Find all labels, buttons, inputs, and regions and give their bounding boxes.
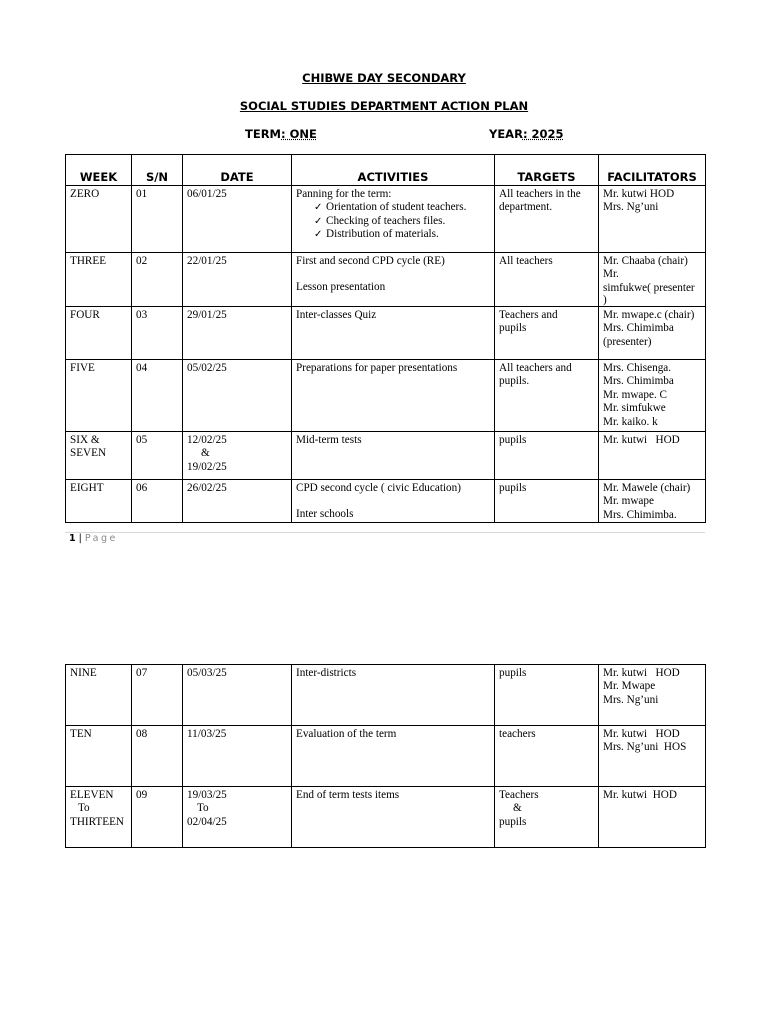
targets-text: pupils xyxy=(499,482,527,494)
targets-text: teachers xyxy=(499,728,536,740)
targets-text: pupils xyxy=(499,667,527,679)
activity-text: Lesson presentation xyxy=(296,281,386,294)
sn-cell xyxy=(132,726,183,787)
sn-cell xyxy=(132,665,183,726)
activity-text: CPD second cycle ( civic Education) xyxy=(296,482,461,494)
targets-text: pupils xyxy=(499,434,527,446)
date-cell xyxy=(183,432,292,480)
week-cell xyxy=(66,432,132,480)
targets-cell xyxy=(495,432,599,480)
facilitator-name: Mr. kutwi HOD xyxy=(603,434,680,446)
week-text: SEVEN xyxy=(70,447,107,460)
action-plan-table-page-1 xyxy=(65,154,706,523)
week-cell xyxy=(66,307,132,360)
facilitators-cell xyxy=(599,787,706,848)
facilitators-cell xyxy=(599,480,706,523)
facilitators-cell xyxy=(599,665,706,726)
date-text: 22/01/25 xyxy=(187,255,227,267)
facilitator-name: Mrs. Chimimba. xyxy=(603,508,677,521)
targets-cell xyxy=(495,186,599,253)
facilitators-cell xyxy=(599,360,706,432)
facilitator-name: Mr. Chaaba (chair) xyxy=(603,255,688,267)
week-text: ZERO xyxy=(70,188,100,200)
column-header-targets: TARGETS xyxy=(495,155,599,186)
week-cell xyxy=(66,726,132,787)
activities-cell xyxy=(292,186,495,253)
term-field xyxy=(245,127,317,141)
date-text: 29/01/25 xyxy=(187,309,227,321)
activity-text: Inter-districts xyxy=(296,667,357,679)
targets-text: pupils xyxy=(499,322,527,335)
date-cell xyxy=(183,787,292,848)
column-header-facilitators: FACILITATORS xyxy=(599,155,706,186)
week-text: ELEVEN xyxy=(70,789,114,801)
column-header-sn: S/N xyxy=(132,155,183,186)
activities-cell xyxy=(292,432,495,480)
sn-text: 08 xyxy=(136,728,148,740)
date-cell xyxy=(183,307,292,360)
date-text: 26/02/25 xyxy=(187,482,227,494)
page-footer xyxy=(69,533,118,544)
sn-text: 07 xyxy=(136,667,148,679)
checkmark-icon: ✓ xyxy=(314,229,323,241)
sn-cell xyxy=(132,480,183,523)
facilitator-name: simfukwe( presenter xyxy=(603,281,695,294)
targets-text: Teachers and xyxy=(499,309,558,321)
facilitator-name: Mrs. Chimimba xyxy=(603,375,674,388)
facilitator-name: Mr. mwape xyxy=(603,495,654,508)
facilitators-cell xyxy=(599,186,706,253)
table-row xyxy=(66,360,706,432)
week-cell xyxy=(66,186,132,253)
date-cell xyxy=(183,186,292,253)
sn-cell xyxy=(132,307,183,360)
facilitator-name: Mr. kutwi HOD xyxy=(603,789,677,801)
checklist-item xyxy=(314,201,490,214)
activity-text: Mid-term tests xyxy=(296,434,362,446)
targets-text: pupils xyxy=(499,815,527,828)
targets-cell xyxy=(495,360,599,432)
week-text: NINE xyxy=(70,667,97,679)
facilitator-name: Mr. xyxy=(603,268,619,281)
table-row xyxy=(66,307,706,360)
week-text: FOUR xyxy=(70,309,100,321)
date-cell xyxy=(183,726,292,787)
facilitators-cell xyxy=(599,253,706,307)
date-text: 12/02/25 xyxy=(187,434,227,446)
table-row xyxy=(66,253,706,307)
targets-text: All teachers in the xyxy=(499,188,581,200)
targets-text: All teachers and xyxy=(499,362,572,374)
targets-cell xyxy=(495,726,599,787)
term-value: : ONE xyxy=(281,127,317,141)
week-cell xyxy=(66,665,132,726)
year-field xyxy=(489,127,564,141)
targets-text: pupils. xyxy=(499,375,530,388)
facilitator-name: Mrs. Ng’uni xyxy=(603,201,659,214)
date-text: 05/02/25 xyxy=(187,362,227,374)
facilitator-name: Mrs. Chisenga. xyxy=(603,362,672,374)
sn-cell xyxy=(132,432,183,480)
checklist-item-text: Distribution of materials. xyxy=(326,228,439,241)
facilitators-cell xyxy=(599,307,706,360)
column-header-activities: ACTIVITIES xyxy=(292,155,495,186)
facilitator-name: Mr. mwape. C xyxy=(603,388,668,401)
date-text: 02/04/25 xyxy=(187,815,227,828)
targets-cell xyxy=(495,307,599,360)
targets-cell xyxy=(495,253,599,307)
activity-text: Preparations for paper presentations xyxy=(296,362,458,374)
facilitator-name: Mrs. Ng’uni HOS xyxy=(603,741,687,754)
week-text: To xyxy=(78,802,90,815)
activities-cell xyxy=(292,480,495,523)
week-cell xyxy=(66,480,132,523)
activity-intro: Panning for the term: xyxy=(296,188,392,200)
targets-cell xyxy=(495,787,599,848)
facilitator-name: Mrs. Ng’uni xyxy=(603,693,659,706)
facilitator-name: Mr. Mwape xyxy=(603,680,656,693)
targets-cell xyxy=(495,480,599,523)
page-separator: | xyxy=(75,533,85,544)
year-label: YEAR xyxy=(489,127,523,141)
school-name: CHIBWE DAY SECONDARY xyxy=(302,71,466,85)
table-row xyxy=(66,665,706,726)
date-cell xyxy=(183,253,292,307)
facilitator-name: (presenter) xyxy=(603,335,652,348)
year-value: : 2025 xyxy=(522,127,564,141)
checklist-item xyxy=(314,215,490,228)
plan-title: SOCIAL STUDIES DEPARTMENT ACTION PLAN xyxy=(239,99,529,113)
date-text: 19/02/25 xyxy=(187,460,227,473)
week-text: THIRTEEN xyxy=(70,815,125,828)
checklist-item-text: Checking of teachers files. xyxy=(326,214,446,227)
week-text: FIVE xyxy=(70,362,95,374)
date-text: & xyxy=(201,447,210,460)
sn-text: 05 xyxy=(136,434,148,446)
week-text: EIGHT xyxy=(70,482,104,494)
facilitator-name: Mrs. Chimimba xyxy=(603,322,674,335)
sn-cell xyxy=(132,360,183,432)
activities-cell xyxy=(292,726,495,787)
table-row xyxy=(66,726,706,787)
table-row xyxy=(66,480,706,523)
term-label: TERM xyxy=(245,127,281,141)
date-text: 05/03/25 xyxy=(187,667,227,679)
activity-text: Inter-classes Quiz xyxy=(296,309,377,321)
sn-cell xyxy=(132,253,183,307)
activity-text: End of term tests items xyxy=(296,789,400,801)
checklist-item xyxy=(314,228,490,241)
action-plan-table-page-2 xyxy=(65,664,706,848)
facilitator-name: Mr. kutwi HOD xyxy=(603,188,675,200)
activities-cell xyxy=(292,360,495,432)
targets-text: Teachers xyxy=(499,789,539,801)
facilitators-cell xyxy=(599,726,706,787)
page-number: 1 xyxy=(69,533,76,544)
week-cell xyxy=(66,253,132,307)
date-text: 19/03/25 xyxy=(187,789,227,801)
targets-text: All teachers xyxy=(499,255,553,267)
sn-text: 03 xyxy=(136,309,148,321)
week-text: SIX & xyxy=(70,434,100,446)
sn-cell xyxy=(132,787,183,848)
date-text: 11/03/25 xyxy=(187,728,227,740)
facilitator-name: Mr. simfukwe xyxy=(603,402,666,415)
table-header-row xyxy=(66,155,706,186)
date-cell xyxy=(183,360,292,432)
activity-text: Evaluation of the term xyxy=(296,728,397,740)
targets-text: department. xyxy=(499,201,553,214)
week-text: TEN xyxy=(70,728,92,740)
facilitators-cell xyxy=(599,432,706,480)
sn-text: 04 xyxy=(136,362,148,374)
activities-cell xyxy=(292,253,495,307)
blank-line xyxy=(296,495,490,508)
sn-text: 01 xyxy=(136,188,148,200)
week-cell xyxy=(66,787,132,848)
column-header-week: WEEK xyxy=(66,155,132,186)
facilitator-name: Mr. kutwi HOD xyxy=(603,667,680,679)
facilitator-name: ) xyxy=(603,294,607,307)
activity-checklist xyxy=(296,201,490,241)
sn-text: 02 xyxy=(136,255,148,267)
table-row xyxy=(66,787,706,848)
checkmark-icon: ✓ xyxy=(314,202,323,214)
footer-divider xyxy=(65,532,705,533)
sn-text: 09 xyxy=(136,789,148,801)
week-cell xyxy=(66,360,132,432)
checklist-item-text: Orientation of student teachers. xyxy=(326,201,467,214)
blank-line xyxy=(296,268,490,281)
checkmark-icon: ✓ xyxy=(314,215,323,227)
date-cell xyxy=(183,480,292,523)
activities-cell xyxy=(292,787,495,848)
activity-text: First and second CPD cycle (RE) xyxy=(296,255,445,267)
page-word: Page xyxy=(84,533,118,544)
sn-text: 06 xyxy=(136,482,148,494)
activities-cell xyxy=(292,665,495,726)
table-row xyxy=(66,432,706,480)
column-header-date: DATE xyxy=(183,155,292,186)
week-text: THREE xyxy=(70,255,107,267)
facilitator-name: Mr. mwape.c (chair) xyxy=(603,309,695,321)
facilitator-name: Mr. kaiko. k xyxy=(603,415,658,428)
targets-text: & xyxy=(513,802,522,815)
date-text: 06/01/25 xyxy=(187,188,227,200)
sn-cell xyxy=(132,186,183,253)
date-cell xyxy=(183,665,292,726)
targets-cell xyxy=(495,665,599,726)
activities-cell xyxy=(292,307,495,360)
facilitator-name: Mr. Mawele (chair) xyxy=(603,482,691,494)
date-text: To xyxy=(197,802,209,815)
activity-text: Inter schools xyxy=(296,508,354,521)
table-row xyxy=(66,186,706,253)
facilitator-name: Mr. kutwi HOD xyxy=(603,728,680,740)
